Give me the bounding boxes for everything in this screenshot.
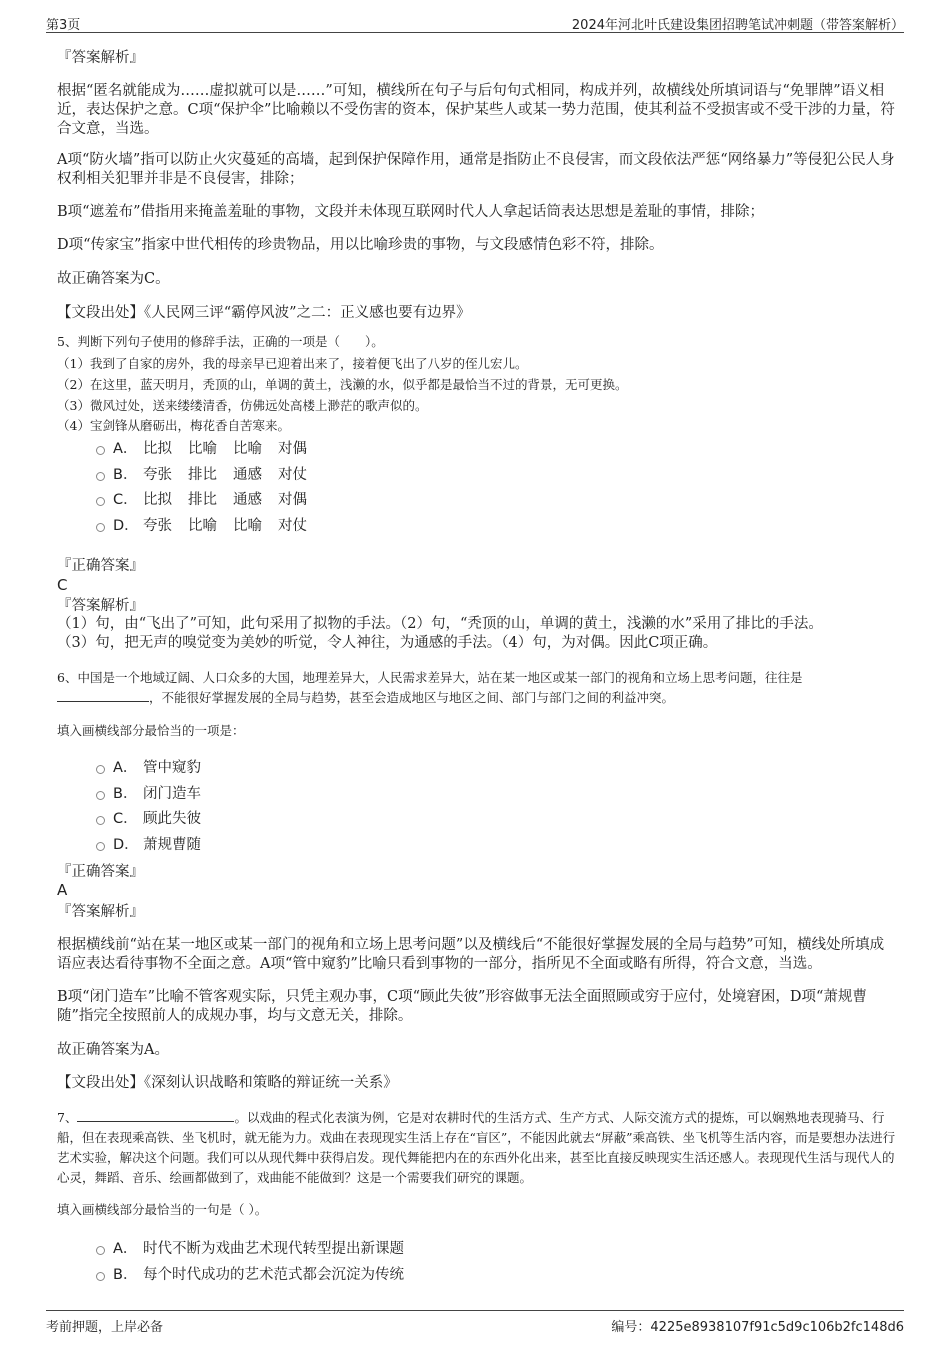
- q6-option-b[interactable]: B． 闭门造车: [96, 780, 696, 806]
- document-title: 2024年河北叶氏建设集团招聘笔试冲刺题（带答案解析）: [571, 18, 904, 33]
- radio-icon[interactable]: [96, 472, 105, 481]
- document-id: 编号：4225e8938107f91c5d9c106b2fc148d6: [611, 1320, 904, 1335]
- q5-option-a[interactable]: A． 比拟 比喻 比喻 对偶: [96, 435, 696, 461]
- q5-option-b[interactable]: B． 夸张 排比 通感 对仗: [96, 461, 696, 487]
- q7-options: [96, 1235, 696, 1286]
- q6-analysis-p1: 根据横线前“站在某一地区或某一部门的视角和立场上思考问题”以及横线后“不能很好掌握发展的全局与趋势”可知，横线处所填成语应表达看待事物不全面之意。A项“管中窥豹”比喻只看到事物的一部分，指所见不全面或略有所得，符合文意，当选。: [57, 937, 885, 972]
- q6-correct-label: 『正确答案』: [57, 864, 144, 880]
- q6-options: [96, 754, 696, 856]
- q7-option-a[interactable]: A． 时代不断为戏曲艺术现代转型提出新课题: [96, 1235, 696, 1261]
- q7-blank: [77, 1109, 234, 1122]
- footer-slogan: 考前押题，上岸必备: [46, 1320, 164, 1335]
- page-header: [46, 12, 904, 33]
- q6-source: 【文段出处】《深刻认识战略和策略的辩证统一关系》: [57, 1075, 398, 1091]
- radio-icon[interactable]: [96, 842, 105, 851]
- q4-analysis-p2: A项“防火墙”指可以防止火灾蔓延的高墙，起到保护保障作用，通常是指防止不良侵害，而文段依法严惩“网络暴力”等侵犯公民人身权利相关犯罪并非是不良侵害，排除；: [57, 152, 895, 187]
- page-footer: [46, 1310, 904, 1335]
- q4-analysis-p3: B项“遮羞布”借指用来掩盖羞耻的事物，文段并未体现互联网时代人人拿起话筒表达思想是羞耻的事情，排除；: [57, 204, 764, 220]
- q6-prompt: 填入画横线部分最恰当的一项是：: [57, 723, 245, 738]
- q5-option-c[interactable]: C． 比拟 排比 通感 对偶: [96, 486, 696, 512]
- q6-correct-answer: A: [57, 881, 68, 899]
- q6-conclusion: 故正确答案为A。: [57, 1042, 169, 1058]
- q5-analysis-2: （3）句，把无声的嗅觉变为美妙的听觉，令人神往，为通感的手法。（4）句，为对偶。因此C项正确。: [57, 635, 718, 651]
- q4-source: 【文段出处】《人民网三评“霸停风波”之二：正义感也要有边界》: [57, 305, 471, 321]
- q4-conclusion: 故正确答案为C。: [57, 271, 170, 287]
- radio-icon[interactable]: [96, 523, 105, 532]
- radio-icon[interactable]: [96, 1246, 105, 1255]
- q6-option-c[interactable]: C． 顾此失彼: [96, 805, 696, 831]
- q7-prompt: 填入画横线部分最恰当的一句是（ ）。: [57, 1202, 268, 1217]
- q4-analysis-label: 『答案解析』: [57, 50, 144, 66]
- q5-sentence-3: （3）微风过处，送来缕缕清香，仿佛远处高楼上渺茫的歌声似的。: [57, 398, 428, 413]
- q5-sentence-2: （2）在这里，蓝天明月，秃顶的山，单调的黄土，浅濑的水，似乎都是最恰当不过的背景，无可更换。: [57, 377, 628, 392]
- q5-stem: 5、判断下列句子使用的修辞手法，正确的一项是（ ）。: [57, 334, 384, 349]
- radio-icon[interactable]: [96, 765, 105, 774]
- q6-analysis-label: 『答案解析』: [57, 904, 144, 920]
- q6-stem: 6、中国是一个地域辽阔、人口众多的大国，地理差异大，人民需求差异大，站在某一地区或某一部门的视角和立场上思考问题，往往是 ，不能很好掌握发展的全局与趋势，甚至会造成地区与地区之间、部门与部门之间的利益冲突。: [57, 670, 803, 705]
- page-number: 第3页: [46, 18, 81, 33]
- q5-options: [96, 435, 696, 537]
- q5-correct-label: 『正确答案』: [57, 558, 144, 574]
- radio-icon[interactable]: [96, 1272, 105, 1281]
- radio-icon[interactable]: [96, 446, 105, 455]
- radio-icon[interactable]: [96, 791, 105, 800]
- q6-option-a[interactable]: A． 管中窥豹: [96, 754, 696, 780]
- q6-analysis-p2: B项“闭门造车”比喻不管客观实际，只凭主观办事，C项“顾此失彼”形容做事无法全面照顾或穷于应付，处境窘困，D项“萧规曹随”指完全按照前人的成规办事，均与文意无关，排除。: [57, 989, 867, 1024]
- q4-analysis-p1: 根据“匿名就能成为……虚拟就可以是……”可知，横线所在句子与后句句式相同，构成并列，故横线处所填词语与“免罪牌”语义相近，表达保护之意。C项“保护伞”比喻赖以不受伤害的资本，保护某些人或某一势力范围，使其利益不受损害或不受干涉的力量，符合文意，当选。: [57, 83, 895, 137]
- q6-option-d[interactable]: D． 萧规曹随: [96, 831, 696, 857]
- q5-sentence-1: （1）我到了自家的房外，我的母亲早已迎着出来了，接着便飞出了八岁的侄儿宏儿。: [57, 356, 528, 371]
- q6-blank: [57, 689, 149, 702]
- q5-analysis-label: 『答案解析』: [57, 598, 144, 614]
- q7-stem: 7、 。以戏曲的程式化表演为例，它是对农耕时代的生活方式、生产方式、人际交流方式的提炼，可以娴熟地表现骑马、行船，但在表现乘高铁、坐飞机时，就无能为力。戏曲在表现现实生活上存在“盲区”，不能因此就去“屏蔽”乘高铁、坐飞机等生活内容，而是要想办法进行艺术实验，解决这个问题。我们可以从现代舞中获得启发。现代舞能把内在的东西外化出来，甚至比直接反映现实生活还感人。表现现代生活与现代人的心灵，舞蹈、音乐、绘画都做到了，戏曲能不能做到？这是一个需要我们研究的课题。: [57, 1110, 896, 1185]
- q7-option-b[interactable]: B． 每个时代成功的艺术范式都会沉淀为传统: [96, 1261, 696, 1287]
- q5-analysis-1: （1）句，由“飞出了”可知，此句采用了拟物的手法。（2）句，“秃顶的山，单调的黄土，浅濑的水”采用了排比的手法。: [57, 616, 823, 632]
- radio-icon[interactable]: [96, 816, 105, 825]
- q5-option-d[interactable]: D． 夸张 比喻 比喻 对仗: [96, 512, 696, 538]
- radio-icon[interactable]: [96, 497, 105, 506]
- q5-sentence-4: （4）宝剑锋从磨砺出，梅花香自苦寒来。: [57, 418, 290, 433]
- q5-correct-answer: C: [57, 576, 68, 594]
- q4-analysis-p4: D项“传家宝”指家中世代相传的珍贵物品，用以比喻珍贵的事物，与文段感情色彩不符，排除。: [57, 237, 664, 253]
